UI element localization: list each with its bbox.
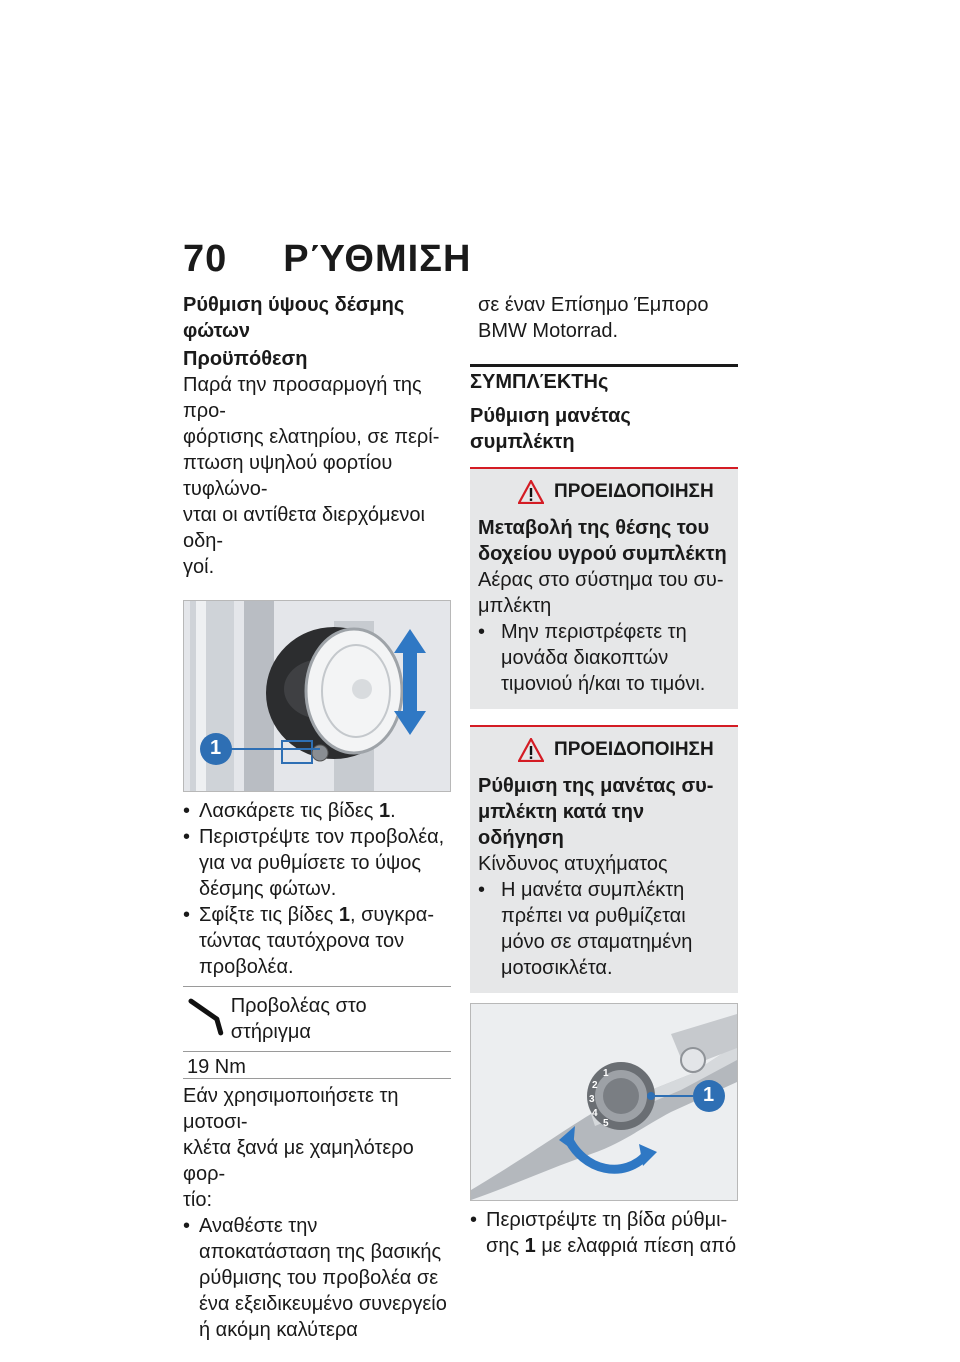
torque-value: 19 Nm xyxy=(187,1056,246,1078)
dial-mark: 2 xyxy=(592,1080,598,1091)
figure-callout-1: 1 xyxy=(210,737,222,759)
warning-text: Αέρας στο σύστημα του συμπλέκτη xyxy=(478,569,724,617)
list-item: • Μην περιστρέφετε τη μονάδα διακοπτών τιμονιού ή/και το τιμόνι. xyxy=(478,619,730,697)
warning-triangle-icon xyxy=(518,738,544,762)
list-item: • Περιστρέψτε τη βίδα ρύθμισης 1 με ελαφριά πίεση από xyxy=(470,1207,738,1259)
dial-mark: 1 xyxy=(603,1068,609,1079)
dial-mark: 5 xyxy=(603,1118,609,1129)
headlight-figure xyxy=(183,600,451,792)
list-item: • Λασκάρετε τις βίδες 1. xyxy=(183,798,451,824)
clutch-steps xyxy=(470,1207,738,1259)
warning-bullets xyxy=(478,619,730,697)
reduced-load-steps xyxy=(183,1213,451,1343)
reduced-load-note: Εάν χρησιμοποιήσετε τη μοτοσι- κλέτα ξανά με χαμηλότερο φορ- τίο: xyxy=(183,1085,414,1211)
warning-label: ΠΡΟΕΙΔΟΠΟΙΗΣΗ xyxy=(554,739,714,760)
page-number: 70 xyxy=(183,238,228,280)
headlight-illustration xyxy=(184,601,450,791)
prerequisite-heading: Προϋπόθεση xyxy=(183,348,308,370)
warning-box-1 xyxy=(470,467,738,709)
chapter-title: ΡΎΘΜΙΣΗ xyxy=(283,238,472,280)
torque-spec xyxy=(183,986,451,1079)
torque-label: Προβολέας στο στήριγμα xyxy=(230,995,367,1043)
headlight-steps xyxy=(183,798,451,980)
list-item: • Αναθέστε την αποκατάσταση της βασικής ρύθμισης του προβολέα σε ένα εξειδικευμένο συνεργείο ή ακόμη καλύτερα xyxy=(183,1213,451,1343)
dial-mark: 4 xyxy=(592,1108,598,1119)
section-heading-headlight: Ρύθμιση ύψους δέσμης φώτων xyxy=(183,294,405,342)
subsection-heading-clutch-lever: Ρύθμιση μανέτας συμπλέκτη xyxy=(470,405,631,453)
clutch-lever-figure xyxy=(470,1003,738,1201)
warning-bullets xyxy=(478,877,730,981)
warning-title: Μεταβολή της θέσης του δοχείου υγρού συμπλέκτη xyxy=(478,517,727,565)
clutch-lever-illustration xyxy=(471,1004,737,1200)
warning-title: Ρύθμιση της μανέτας συμπλέκτη κατά την οδήγηση xyxy=(478,775,714,849)
right-column xyxy=(470,292,738,1259)
warning-label: ΠΡΟΕΙΔΟΠΟΙΗΣΗ xyxy=(554,481,714,502)
list-item: • Σφίξτε τις βίδες 1, συγκρατώντας ταυτόχρονα τον προβολέα. xyxy=(183,902,451,980)
warning-triangle-icon xyxy=(518,480,544,504)
torque-wrench-icon xyxy=(183,987,231,1047)
list-item: • Η μανέτα συμπλέκτη πρέπει να ρυθμίζεται μόνο σε σταματημένη μοτοσικλέτα. xyxy=(478,877,730,981)
dial-mark: 3 xyxy=(589,1094,595,1105)
list-item: • Περιστρέψτε τον προβολέα, για να ρυθμίσετε το ύψος δέσμης φώτων. xyxy=(183,824,451,902)
warning-text: Κίνδυνος ατυχήματος xyxy=(478,853,668,875)
left-column xyxy=(183,292,451,1343)
continuation-text: σε έναν Επίσημο Έμπορο BMW Motorrad. xyxy=(478,294,709,342)
figure-callout-1: 1 xyxy=(703,1084,715,1106)
intro-paragraph: Παρά την προσαρμογή της προ- φόρτισης ελατηρίου, σε περί- πτωση υψηλού φορτίου τυφλώνο- νται οι αντίθετα διερχόμενοι οδη- γοί. xyxy=(183,374,440,578)
warning-box-2 xyxy=(470,725,738,993)
section-heading-clutch: ΣΥΜΠΛΈΚΤΗς xyxy=(470,364,738,395)
page-header xyxy=(183,238,471,281)
